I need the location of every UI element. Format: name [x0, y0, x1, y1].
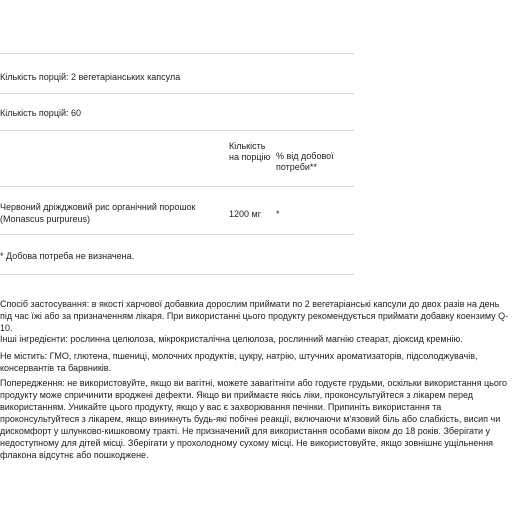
- warning-paragraph: Попередження: не використовуйте, якщо ви вагітні, можете завагітніти або годуєте грудьми, оскільки використання цього продукту може спричинити вроджені дефекти. Якщо ви приймаєте якісь ліки, проконсультуйтеся з лікарем перед використанням. Уникайте цього продукту, якщо у вас є захворювання печінки. Припиніть використання та проконсультуйтеся з лікарем, якщо виникнуть будь-які побічні реакції, включаючи м'язовий біль або слабкість, висип чи дискомфорт у шлунково-кишковому тракті. Не призначений для використання особами віком до 18 років. Зберігати у недоступному для дітей місці. Зберігати у прохолодному сухому місці. Не використовуйте, якщо зовнішнє ущільнення флакона відсутнє або пошкоджене.: [0, 378, 507, 460]
- ingredient-latin-name: (Monascus purpureus): [0, 214, 91, 224]
- divider-bottom: [0, 274, 354, 275]
- footnote: * Добова потреба не визначена.: [0, 251, 135, 261]
- other-ingredients-paragraph: Інші інгредієнти: рослинна целюлоза, мікрокристалічна целюлоза, рослинний магнію стеарат, діоксид кремнію.: [0, 334, 463, 344]
- divider-serving-size: [0, 93, 354, 94]
- header-amount-per-serving: Кількість на порцію: [229, 141, 271, 162]
- divider-ingredient: [0, 234, 354, 235]
- servings-per-container: Кількість порцій: 60: [0, 108, 82, 118]
- ingredient-daily-value: *: [276, 209, 280, 219]
- divider-header: [0, 186, 354, 187]
- free-of-paragraph: Не містить: ГМО, глютена, пшениці, молочних продуктів, цукру, натрію, штучних ароматизаторів, підсолоджувачів, консервантів та барвників.: [0, 351, 478, 373]
- usage-paragraph: Спосіб застосування: в якості харчової добавкиа дорослим приймати по 2 вегетаріанські капсули до двох разів на день під час їжі або за призначенням лікаря. При використанні цього продукту рекомендується приймати добавку коензиму Q-10.: [0, 299, 509, 333]
- ingredient-amount: 1200 мг: [229, 209, 261, 219]
- header-daily-value: % від добової потреби**: [276, 151, 334, 172]
- ingredient-name: Червоний дріжджовий рис органічний порошок: [0, 202, 196, 212]
- serving-size: Кількість порцій: 2 вегетаріанських капсула: [0, 72, 181, 82]
- divider-servings: [0, 130, 354, 131]
- divider-top: [0, 53, 354, 54]
